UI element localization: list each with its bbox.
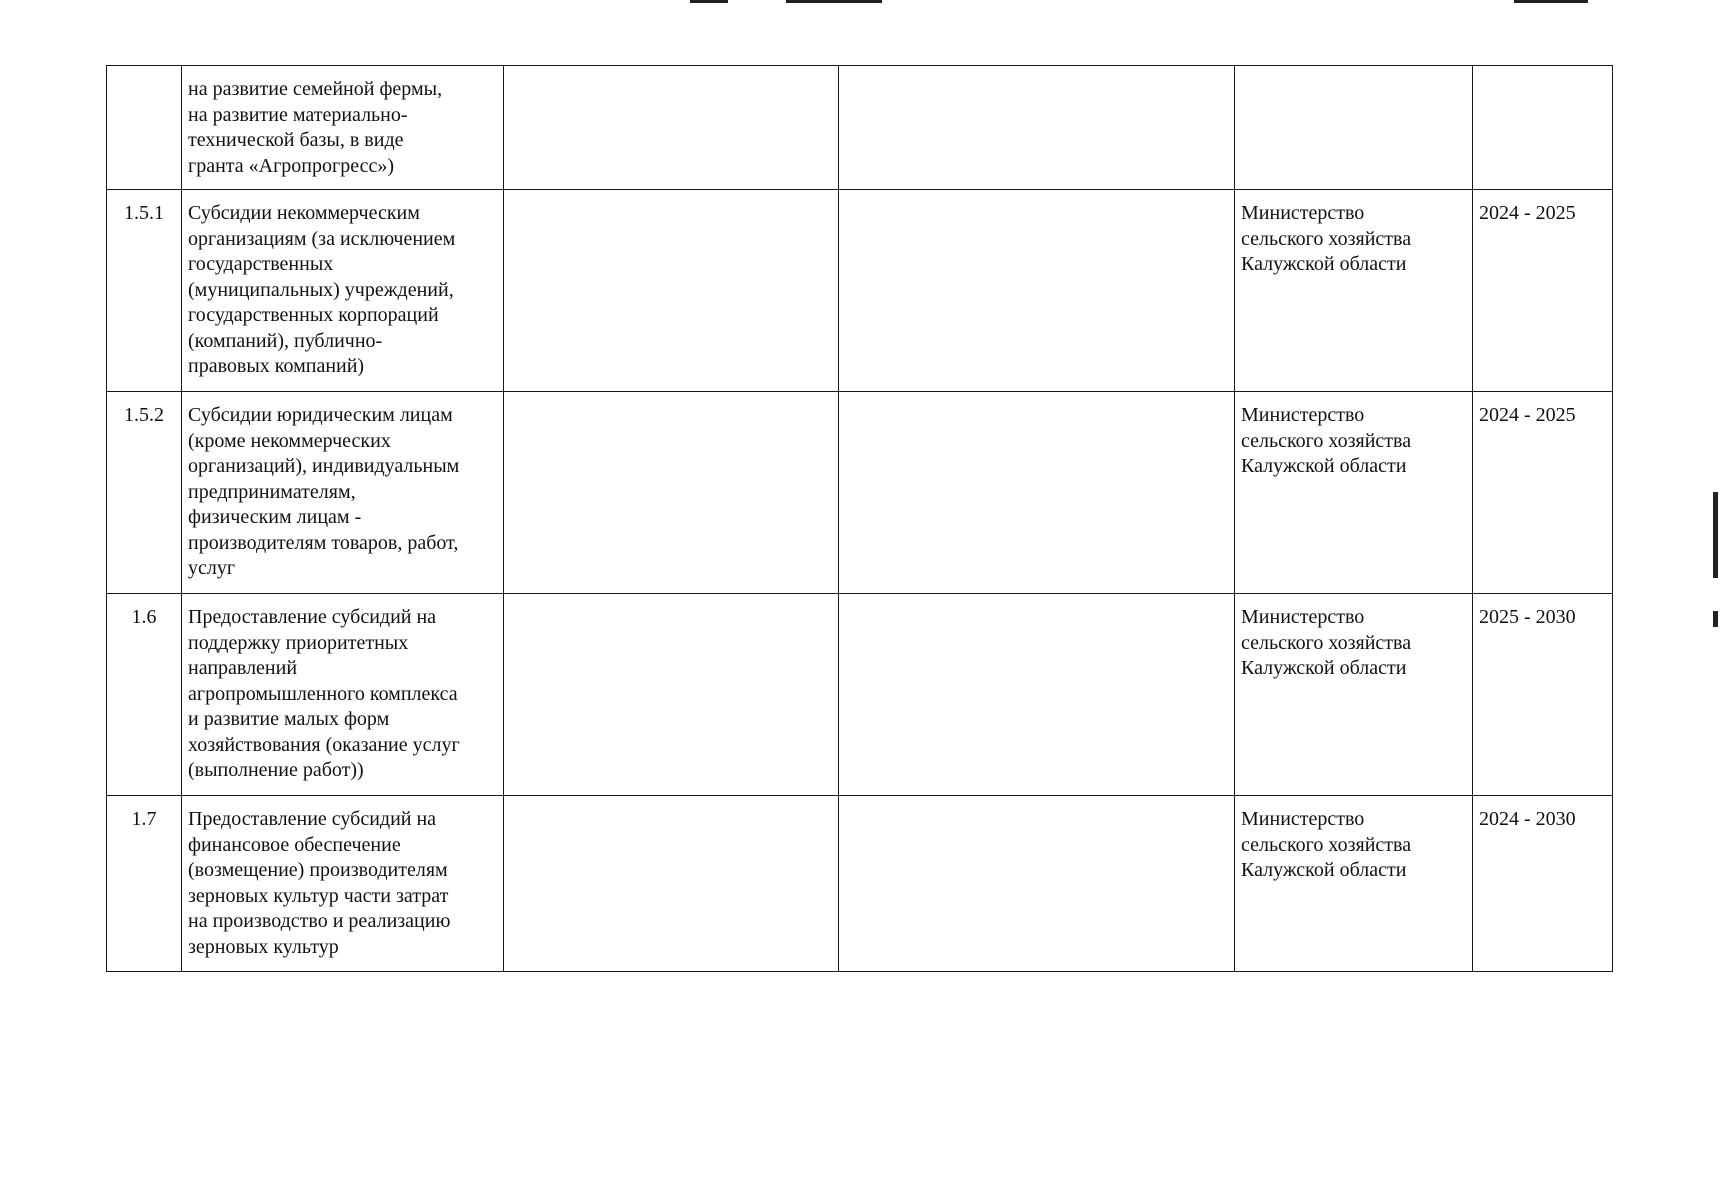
empty-cell-3 bbox=[504, 190, 839, 392]
row-number: 1.7 bbox=[131, 808, 157, 830]
table-row bbox=[107, 594, 1613, 796]
period-cell bbox=[1473, 392, 1613, 594]
empty-cell-4 bbox=[839, 392, 1235, 594]
responsible-executor: Министерство сельского хозяйства Калужской области bbox=[1241, 606, 1412, 679]
responsible-cell bbox=[1235, 190, 1473, 392]
empty-cell-4 bbox=[839, 796, 1235, 972]
scan-mark-top-3 bbox=[1514, 0, 1588, 3]
measure-name: на развитие семейной фермы, на развитие материально- технической базы, в виде гранта «Агропрогресс») bbox=[188, 78, 443, 177]
row-number-cell bbox=[107, 796, 182, 972]
row-number-cell bbox=[107, 190, 182, 392]
implementation-period: 2025 - 2030 bbox=[1479, 606, 1576, 628]
scan-mark-side-1 bbox=[1713, 492, 1718, 578]
row-number-cell bbox=[107, 392, 182, 594]
empty-cell-3 bbox=[504, 392, 839, 594]
empty-cell-4 bbox=[839, 66, 1235, 190]
responsible-executor: Министерство сельского хозяйства Калужской области bbox=[1241, 202, 1412, 275]
empty-cell-4 bbox=[839, 594, 1235, 796]
implementation-period: 2024 - 2025 bbox=[1479, 404, 1576, 426]
responsible-cell bbox=[1235, 66, 1473, 190]
row-number: 1.6 bbox=[131, 606, 157, 628]
measure-name-cell bbox=[182, 392, 504, 594]
responsible-executor: Министерство сельского хозяйства Калужской области bbox=[1241, 808, 1412, 881]
period-cell bbox=[1473, 594, 1613, 796]
implementation-period: 2024 - 2030 bbox=[1479, 808, 1576, 830]
measure-name: Субсидии некоммерческим организациям (за исключением государственных (муниципальных) учреждений, государственных корпораций (компаний), публично- правовых компаний) bbox=[188, 202, 456, 377]
row-number: 1.5.1 bbox=[124, 202, 164, 224]
scan-mark-top-2 bbox=[786, 0, 882, 3]
measure-name-cell bbox=[182, 66, 504, 190]
period-cell bbox=[1473, 190, 1613, 392]
responsible-cell bbox=[1235, 594, 1473, 796]
row-number: 1.5.2 bbox=[124, 404, 164, 426]
table-row bbox=[107, 190, 1613, 392]
period-cell bbox=[1473, 796, 1613, 972]
empty-cell-3 bbox=[504, 594, 839, 796]
row-number-cell bbox=[107, 594, 182, 796]
responsible-cell bbox=[1235, 392, 1473, 594]
empty-cell-3 bbox=[504, 796, 839, 972]
scan-mark-top-1 bbox=[690, 0, 728, 3]
measure-name-cell bbox=[182, 190, 504, 392]
measure-name: Предоставление субсидий на поддержку приоритетных направлений агропромышленного комплекса и развитие малых форм хозяйствования (оказание услуг (выполнение работ)) bbox=[188, 606, 460, 781]
measure-name-cell bbox=[182, 796, 504, 972]
measures-table bbox=[106, 65, 1613, 972]
period-cell bbox=[1473, 66, 1613, 190]
row-number-cell bbox=[107, 66, 182, 190]
table-row bbox=[107, 392, 1613, 594]
scan-mark-side-2 bbox=[1713, 611, 1718, 627]
responsible-cell bbox=[1235, 796, 1473, 972]
table-row bbox=[107, 796, 1613, 972]
measure-name: Субсидии юридическим лицам (кроме некоммерческих организаций), индивидуальным предпринимателям, физическим лицам - производителям товаров, работ, услуг bbox=[188, 404, 460, 579]
empty-cell-3 bbox=[504, 66, 839, 190]
measure-name-cell bbox=[182, 594, 504, 796]
empty-cell-4 bbox=[839, 190, 1235, 392]
responsible-executor: Министерство сельского хозяйства Калужской области bbox=[1241, 404, 1412, 477]
implementation-period: 2024 - 2025 bbox=[1479, 202, 1576, 224]
measure-name: Предоставление субсидий на финансовое обеспечение (возмещение) производителям зерновых культур части затрат на производство и реализацию зерновых культур bbox=[188, 808, 451, 958]
table-row bbox=[107, 66, 1613, 190]
